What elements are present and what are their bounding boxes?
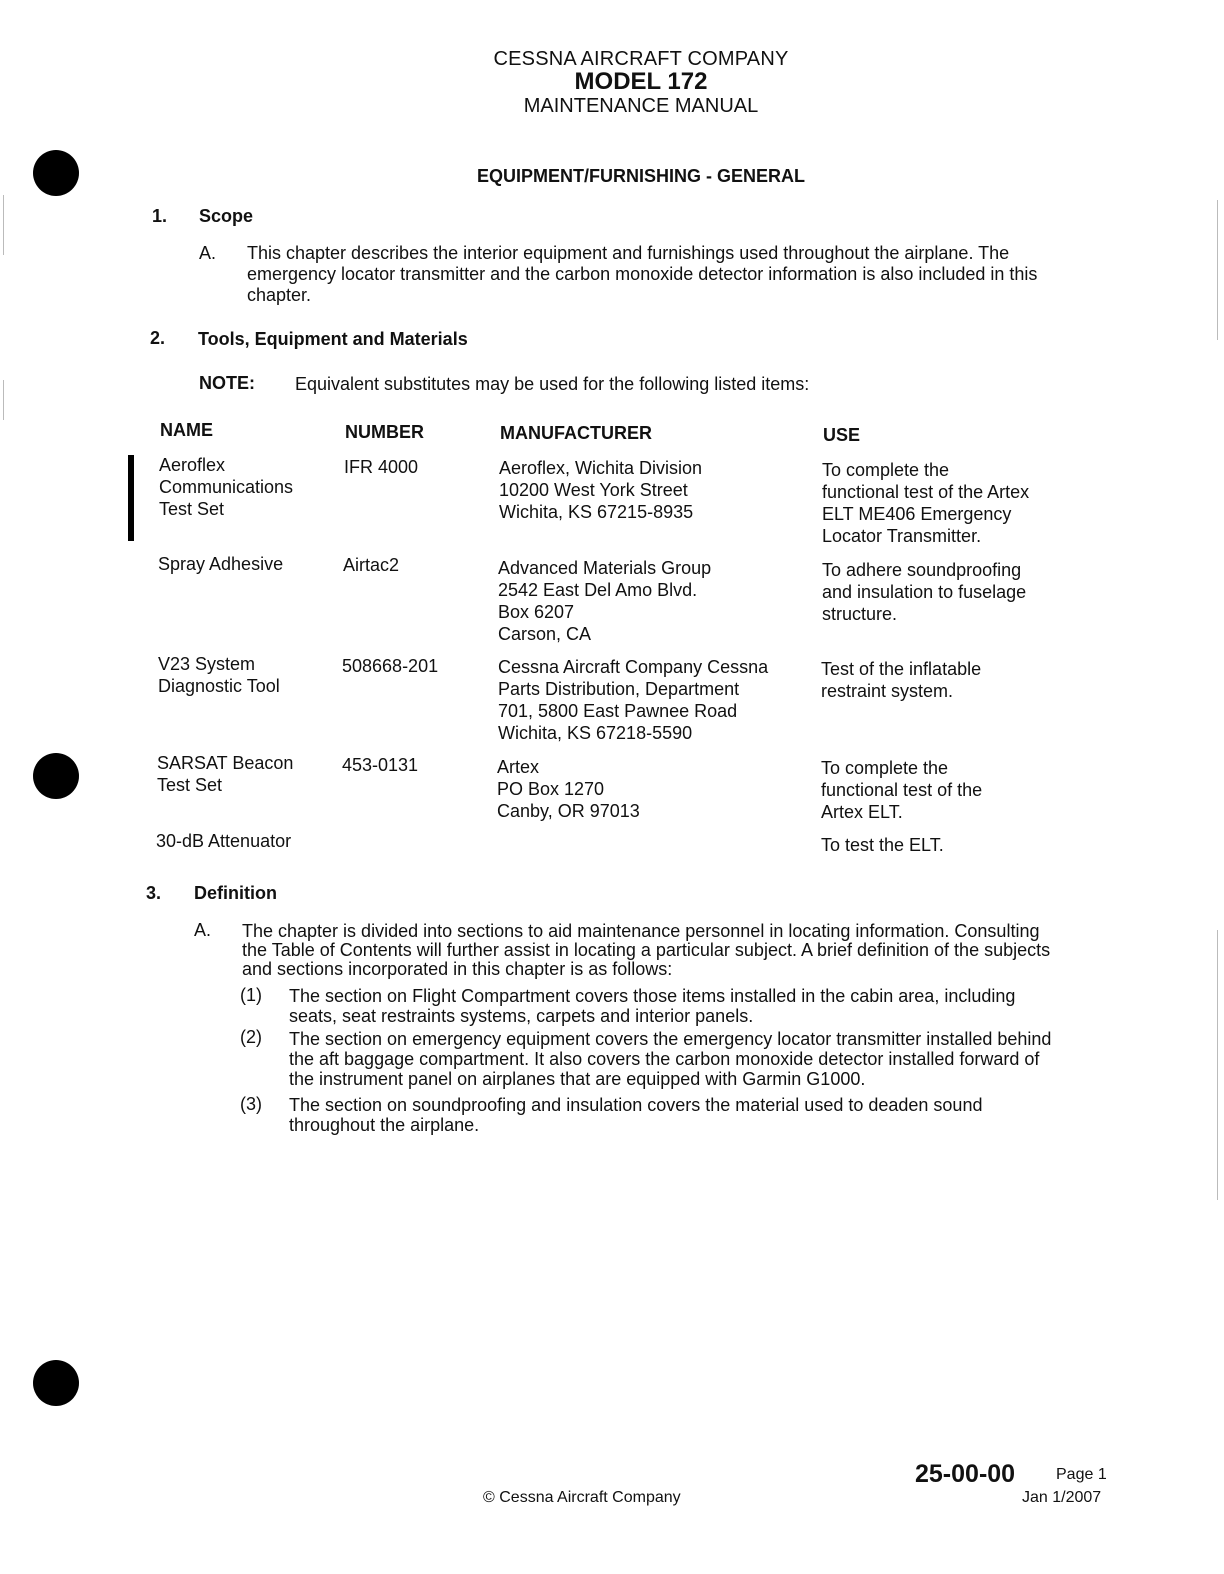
definition-line: The chapter is divided into sections to aid maintenance personnel in locating information. Consulting: [242, 921, 1040, 941]
subitem-line: the aft baggage compartment. It also covers the carbon monoxide detector installed forward of: [289, 1049, 1040, 1069]
binder-hole-bottom: [33, 1360, 79, 1406]
table-cell-use: To adhere soundproofing and insulation to fuselage structure.: [822, 560, 1027, 624]
binder-hole-middle: [33, 753, 79, 799]
scope-line: chapter.: [247, 285, 312, 305]
section-number-definition: 3.: [146, 883, 162, 903]
column-header-number: NUMBER: [345, 422, 424, 442]
table-cell-number: 508668-201: [342, 656, 439, 676]
subitem-line: The section on Flight Compartment covers those items installed in the cabin area, including: [289, 986, 1016, 1006]
scan-edge-mark: [3, 195, 4, 255]
copyright-notice: © Cessna Aircraft Company: [483, 1489, 681, 1506]
table-cell-number: Airtac2: [343, 555, 400, 575]
table-cell-use: Test of the inflatable restraint system.: [821, 659, 982, 701]
subitem-label: (1): [240, 985, 262, 1005]
document-number: 25-00-00: [915, 1460, 1016, 1488]
table-cell-manufacturer: Aeroflex, Wichita Division 10200 West York Street Wichita, KS 67215-8935: [499, 458, 703, 522]
table-cell-name: Spray Adhesive: [158, 554, 284, 574]
scan-edge-mark: [3, 380, 4, 420]
subitem-text: [289, 1029, 1129, 1089]
scope-line: emergency locator transmitter and the carbon monoxide detector information is also included in this: [247, 264, 1038, 284]
column-header-manufacturer: MANUFACTURER: [500, 423, 652, 443]
subitem-text: [289, 986, 1129, 1026]
note-text: Equivalent substitutes may be used for the following listed items:: [295, 374, 810, 394]
subitem-line: The section on soundproofing and insulation covers the material used to deaden sound: [289, 1095, 983, 1115]
subitem-line: throughout the airplane.: [289, 1115, 480, 1135]
revision-change-bar: [128, 455, 134, 541]
table-cell-use: To complete the functional test of the Artex ELT.: [821, 758, 983, 822]
subitem-line: seats, seat restraints systems, carpets and interior panels.: [289, 1006, 754, 1026]
column-header-name: NAME: [160, 420, 213, 440]
scope-item-label: A.: [199, 243, 217, 263]
section-title-tools: Tools, Equipment and Materials: [198, 329, 468, 349]
section-number-scope: 1.: [152, 206, 168, 226]
definition-paragraph: [242, 922, 1132, 979]
definition-line: and sections incorporated in this chapter is as follows:: [242, 959, 673, 979]
scope-line: This chapter describes the interior equipment and furnishings used throughout the airplane. The: [247, 243, 1010, 263]
revision-date: Jan 1/2007: [1022, 1489, 1102, 1506]
section-number-tools: 2.: [150, 328, 166, 348]
page-number: Page 1: [1056, 1466, 1107, 1483]
table-cell-manufacturer: Artex PO Box 1270 Canby, OR 97013: [497, 757, 640, 821]
table-cell-name: Aeroflex Communications Test Set: [159, 455, 294, 519]
table-cell-manufacturer: Advanced Materials Group 2542 East Del Amo Blvd. Box 6207 Carson, CA: [498, 558, 712, 644]
scan-edge-mark: [1217, 930, 1218, 1200]
scope-paragraph: [247, 243, 1137, 306]
definition-line: the Table of Contents will further assist in locating a particular subject. A brief definition of the subjects: [242, 940, 1051, 960]
section-title-definition: Definition: [194, 883, 277, 903]
chapter-title: EQUIPMENT/FURNISHING - GENERAL: [476, 166, 805, 186]
table-cell-name: 30-dB Attenuator: [156, 831, 292, 851]
definition-item-label: A.: [194, 920, 212, 940]
note-label: NOTE:: [199, 373, 255, 393]
table-cell-name: V23 System Diagnostic Tool: [158, 654, 280, 696]
subitem-line: The section on emergency equipment covers the emergency locator transmitter installed behind: [289, 1029, 1052, 1049]
manual-title: MAINTENANCE MANUAL: [523, 95, 759, 117]
model-title: MODEL 172: [574, 68, 708, 95]
subitem-line: the instrument panel on airplanes that are equipped with Garmin G1000.: [289, 1069, 866, 1089]
company-name: CESSNA AIRCRAFT COMPANY: [493, 48, 789, 70]
table-cell-use: To complete the functional test of the Artex ELT ME406 Emergency Locator Transmitter.: [822, 460, 1030, 546]
scan-edge-mark: [1217, 200, 1218, 340]
column-header-use: USE: [823, 425, 861, 445]
table-cell-number: IFR 4000: [344, 457, 419, 477]
subitem-text: [289, 1095, 1129, 1135]
table-cell-number: 453-0131: [342, 755, 419, 775]
section-title-scope: Scope: [199, 206, 254, 226]
table-cell-manufacturer: Cessna Aircraft Company Cessna Parts Distribution, Department 701, 5800 East Pawnee Road Wichita, KS 67218-5590: [498, 657, 769, 743]
subitem-label: (3): [240, 1094, 262, 1114]
table-cell-name: SARSAT Beacon Test Set: [157, 753, 294, 795]
subitem-label: (2): [240, 1027, 262, 1047]
table-cell-use: To test the ELT.: [821, 835, 944, 855]
